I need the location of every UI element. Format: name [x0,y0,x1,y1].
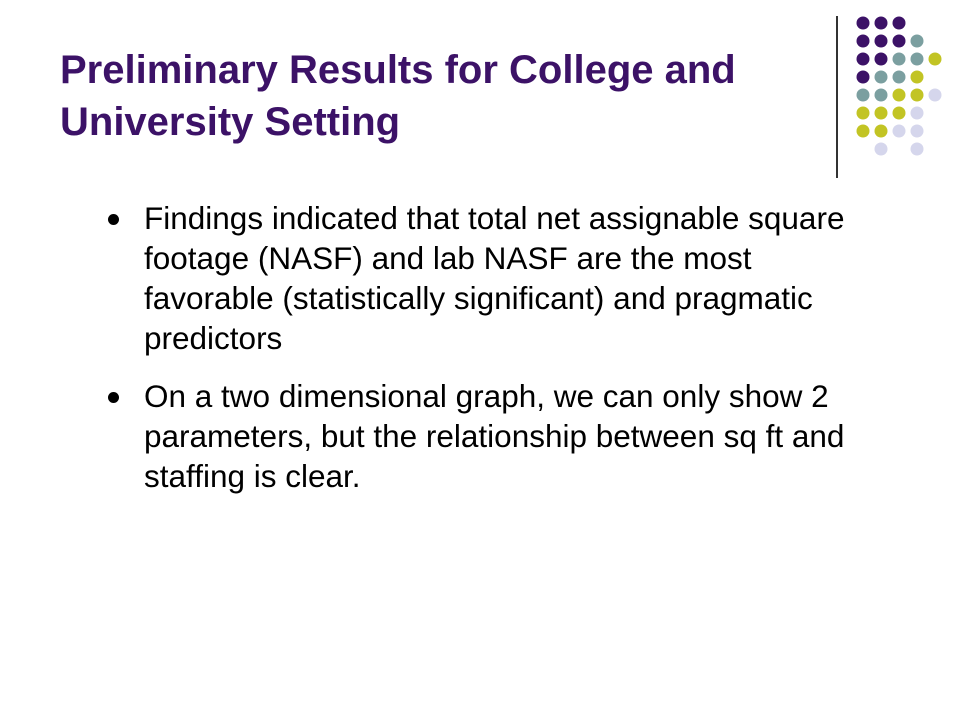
decor-dot [911,143,924,156]
decor-dot [857,107,870,120]
decor-dot [875,107,888,120]
decor-dot [875,143,888,156]
decor-dot [911,89,924,102]
decor-dot [857,125,870,138]
bullet-text: On a two dimensional graph, we can only show 2 parameters, but the relationship between sq ft and staffing is clear. [144,378,845,494]
decor-dot [875,71,888,84]
bullet-dot-icon [108,214,119,225]
decor-dot [911,107,924,120]
decor-dot [875,89,888,102]
decor-dot [875,35,888,48]
decor-dot [929,89,942,102]
decor-dot [875,17,888,30]
bullet-list [108,198,868,514]
decor-dot [893,71,906,84]
decor-dot [893,53,906,66]
decor-dot [893,89,906,102]
decor-dot [893,107,906,120]
decor-dot [893,17,906,30]
decor-dot [929,53,942,66]
bullet-dot-icon [108,392,119,403]
bullet-item [108,376,868,496]
decor-dot [911,35,924,48]
decor-dot [875,53,888,66]
bullet-item [108,198,868,358]
decor-dot [857,53,870,66]
decor-dot [857,35,870,48]
decor-dot [857,89,870,102]
decor-dot [857,17,870,30]
bullet-text: Findings indicated that total net assignable square footage (NASF) and lab NASF are the most favorable (statistically significant) and pragmatic predictors [144,200,845,356]
decor-dot [857,71,870,84]
decor-dot [875,125,888,138]
decor-dot [911,71,924,84]
decor-dot [893,35,906,48]
title-divider-line [836,16,838,178]
decor-dot [911,125,924,138]
slide-title: Preliminary Results for College and University Setting [60,48,736,144]
decor-dot [893,125,906,138]
decor-dot [911,53,924,66]
